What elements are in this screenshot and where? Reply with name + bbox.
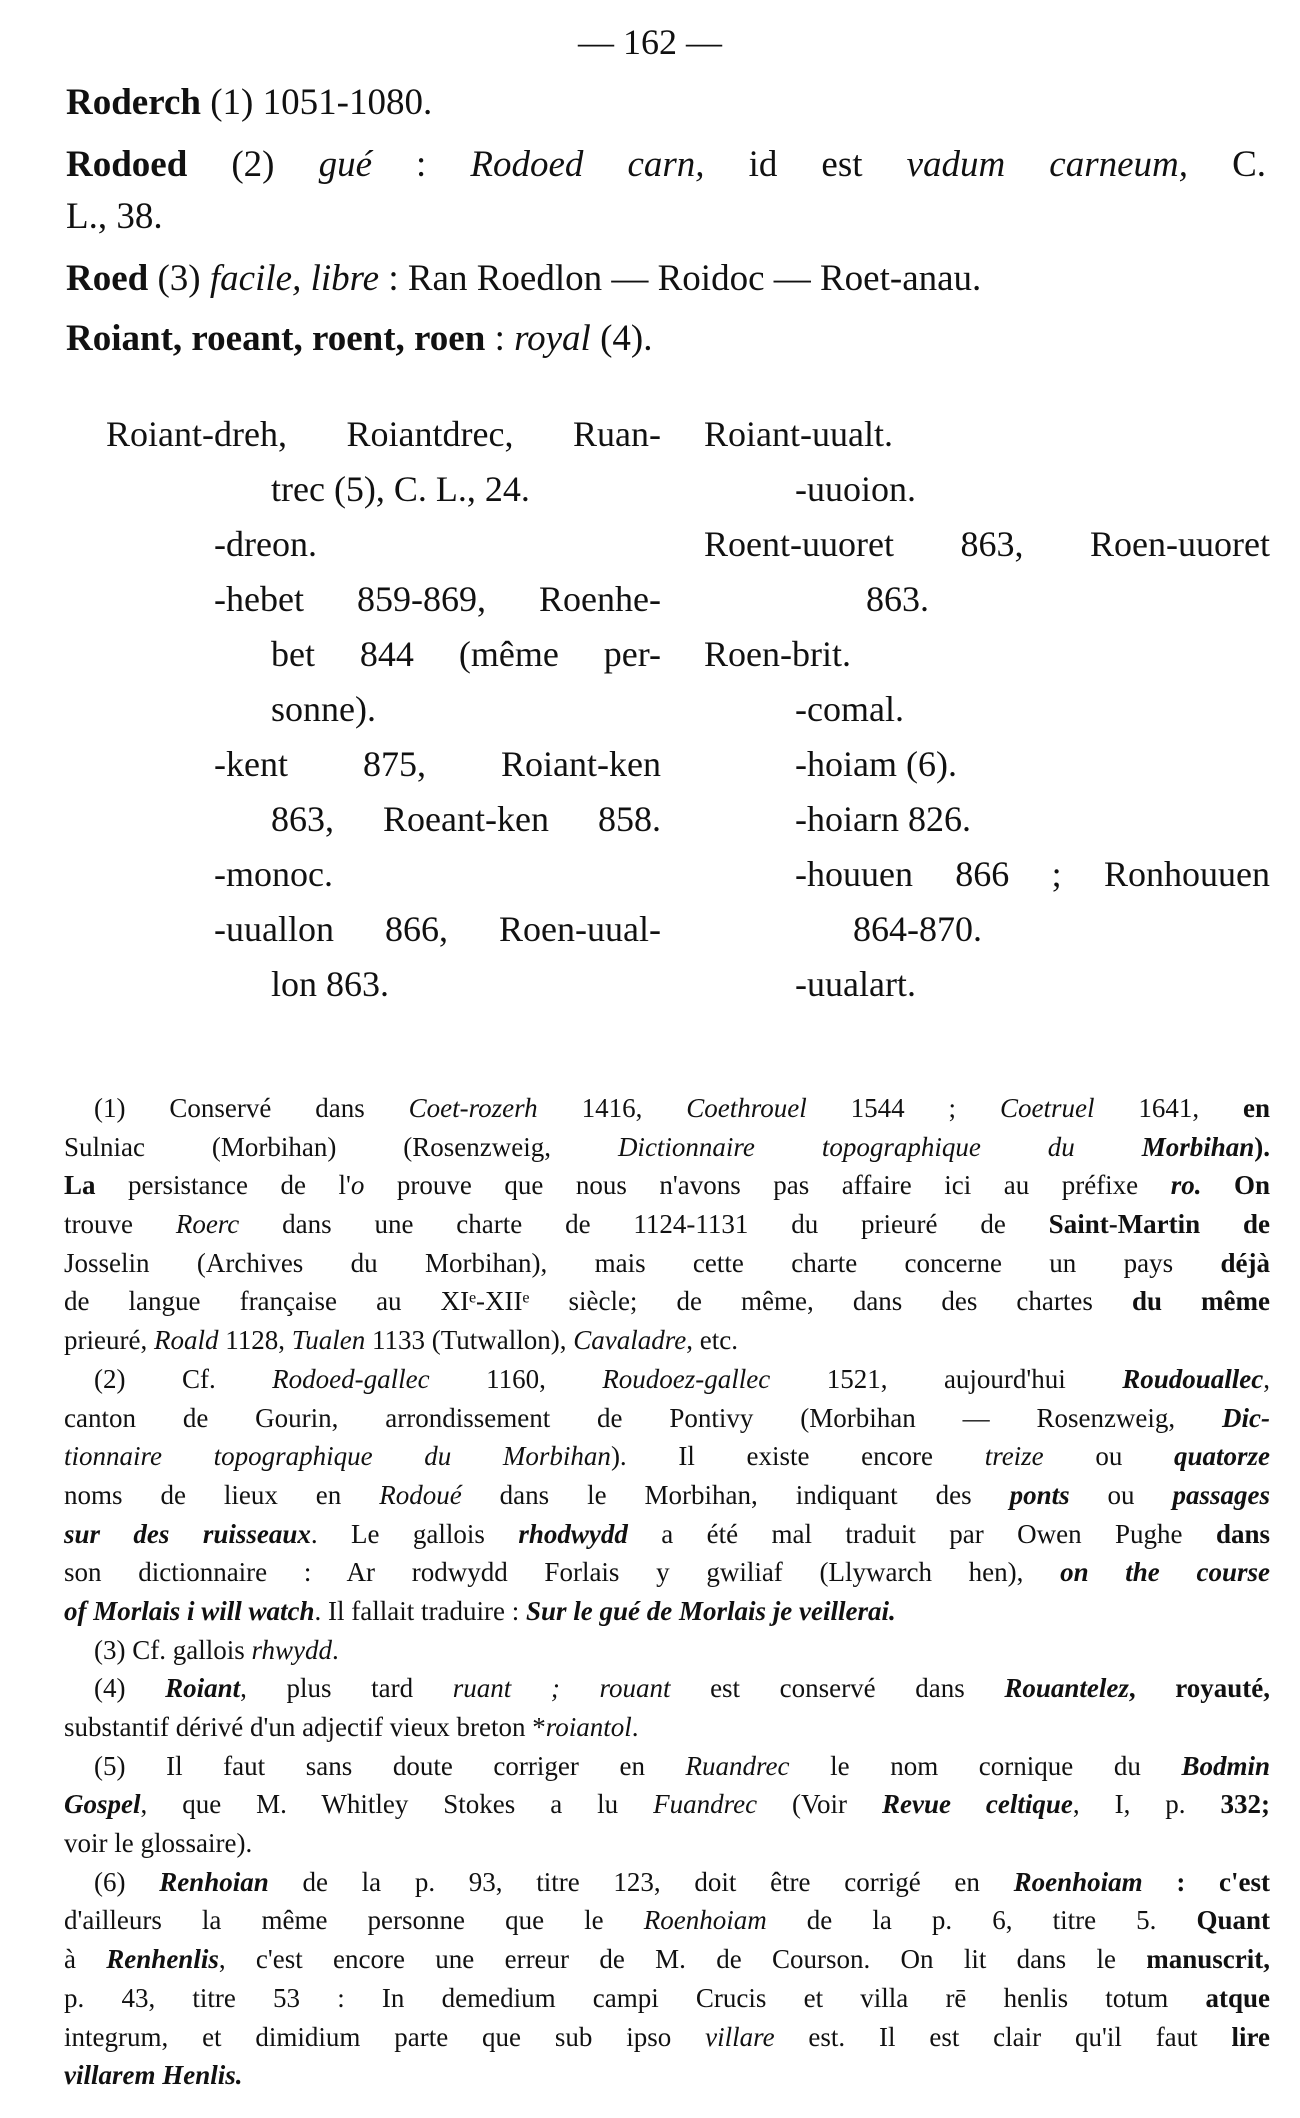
footnote-text: de la p. 93, titre 123, doit être corrigé en xyxy=(268,1866,1014,1897)
footnote-text: 1133 (Tutwallon), xyxy=(365,1325,574,1356)
emphasized-text: Dic- xyxy=(1222,1402,1270,1433)
gloss: gué xyxy=(318,144,372,185)
emphasized-text: Coetruel xyxy=(999,1093,1095,1123)
footnote-line xyxy=(64,1364,1270,1403)
entry-rodoed xyxy=(66,146,1266,183)
emphasized-text: sur des ruisseaux xyxy=(64,1518,311,1549)
footnote-line xyxy=(64,1286,1270,1325)
column-line: 863. xyxy=(866,579,929,619)
emphasized-text: rhwydd xyxy=(251,1634,332,1665)
footnote-line xyxy=(64,1944,1270,1983)
emphasized-text: 332; xyxy=(1220,1789,1270,1820)
entry-roiant xyxy=(66,320,652,357)
column-line: 864-870. xyxy=(853,909,982,949)
footnote-text: (1) Conservé dans xyxy=(94,1093,409,1123)
footnote-text: , que M. Whitley Stokes a lu xyxy=(140,1789,654,1820)
footnote-text: substantif dérivé d'un adjectif vieux breton * xyxy=(64,1712,546,1742)
emphasized-text: : c'est xyxy=(1142,1866,1270,1897)
entry-text: (4). xyxy=(590,318,653,359)
footnote-text: noms de lieux en xyxy=(64,1479,380,1510)
gloss: royal xyxy=(514,318,591,359)
emphasized-text: Renhenlis xyxy=(106,1944,219,1975)
footnote-4 xyxy=(64,1673,1270,1750)
footnote-text: , xyxy=(1263,1363,1271,1394)
footnote-text: . xyxy=(332,1634,339,1665)
emphasized-text: Rodoué xyxy=(379,1479,462,1510)
emphasized-text: Quant xyxy=(1196,1905,1270,1936)
footnote-text: 1521, aujourd'hui xyxy=(770,1363,1123,1394)
emphasized-text: Roenhoiam xyxy=(1013,1866,1143,1897)
footnote-text: (6) xyxy=(94,1866,160,1897)
emphasized-text: lire xyxy=(1231,2021,1270,2052)
footnote-line xyxy=(64,2060,1270,2099)
emphasized-text: Revue celtique xyxy=(881,1789,1073,1820)
footnote-text: (Voir xyxy=(757,1789,882,1820)
separator: : xyxy=(485,318,515,359)
column-line: -uualart. xyxy=(795,964,916,1004)
footnote-text: , etc. xyxy=(686,1325,738,1356)
emphasized-text: passages xyxy=(1172,1479,1270,1510)
emphasized-text: of Morlais i will watch xyxy=(64,1595,315,1626)
footnote-6 xyxy=(64,1867,1270,2099)
emphasized-text: roiantol xyxy=(545,1712,632,1742)
footnote-line xyxy=(64,1673,1270,1712)
column-line: -comal. xyxy=(795,689,904,729)
footnote-text: (5) Il faut sans doute corriger en xyxy=(94,1750,686,1781)
footnote-line xyxy=(64,1867,1270,1906)
entry-roderch xyxy=(66,84,432,121)
column-line: Roiant-dreh, Roiantdrec, Ruan- xyxy=(106,414,661,454)
column-line: sonne). xyxy=(271,689,376,729)
emphasized-text: ro. xyxy=(1170,1170,1202,1201)
emphasized-text: Ruandrec xyxy=(685,1750,790,1781)
entry-text: : Ran Roedlon — Roidoc — Roet-anau. xyxy=(379,258,982,299)
footnote-text: integrum, et dimidium parte que sub ipso xyxy=(64,2021,706,2052)
emphasized-text: Fuandrec xyxy=(653,1789,758,1820)
footnotes xyxy=(64,1093,1270,2099)
emphasized-text: quatorze xyxy=(1173,1441,1270,1472)
latin-gloss: vadum carneum, xyxy=(906,144,1189,185)
footnote-line xyxy=(64,2022,1270,2061)
emphasized-text: manuscrit, xyxy=(1146,1944,1271,1975)
column-line: Roen-brit. xyxy=(704,634,851,674)
emphasized-text: Morbihan xyxy=(1141,1131,1255,1162)
column-line: trec (5), C. L., 24. xyxy=(271,469,530,509)
emphasized-text: dans xyxy=(1215,1518,1270,1549)
column-line: bet 844 (même per- xyxy=(271,634,661,674)
footnote-text: (4) xyxy=(94,1673,166,1704)
footnote-line xyxy=(64,1751,1270,1790)
headword: Roderch xyxy=(66,82,201,123)
footnote-text: est. Il est clair qu'il faut xyxy=(774,2021,1232,2052)
footnote-text: . Il fallait traduire : xyxy=(314,1595,526,1626)
footnote-line xyxy=(64,1983,1270,2022)
footnote-text: dans une charte de 1124-1131 du prieuré de xyxy=(239,1209,1049,1240)
column-line: -uuoion. xyxy=(795,469,916,509)
emphasized-text: Rouantelez xyxy=(1004,1673,1129,1704)
separator: : xyxy=(372,144,471,185)
footnote-line xyxy=(64,1441,1270,1480)
emphasized-text: Coet-rozerh xyxy=(408,1093,538,1123)
footnote-text: ou xyxy=(1043,1441,1174,1472)
emphasized-text: Rodoed-gallec xyxy=(272,1363,430,1394)
footnote-text: 1128, xyxy=(218,1325,292,1356)
footnote-text: 1160, xyxy=(429,1363,603,1394)
emphasized-text: Roald xyxy=(153,1325,219,1356)
emphasized-text: treize xyxy=(984,1441,1044,1472)
emphasized-text: du même xyxy=(1131,1286,1270,1317)
emphasized-text: o xyxy=(350,1170,365,1201)
footnote-text: est conservé dans xyxy=(670,1673,1005,1704)
column-line: 863, Roeant-ken 858. xyxy=(271,799,661,839)
footnote-text: de la p. 6, titre 5. xyxy=(766,1905,1197,1936)
headword: Rodoed xyxy=(66,144,188,185)
footnote-line xyxy=(64,1480,1270,1519)
footnote-text: ). Il existe encore xyxy=(610,1441,985,1472)
emphasized-text: Saint-Martin de xyxy=(1048,1209,1271,1240)
example: Rodoed carn, xyxy=(470,144,705,185)
footnote-text: le nom cornique du xyxy=(789,1750,1182,1781)
footnote-5 xyxy=(64,1751,1270,1867)
footnote-text: (3) Cf. gallois xyxy=(94,1634,252,1665)
emphasized-text: Roiant xyxy=(165,1673,241,1704)
footnote-1 xyxy=(64,1093,1270,1364)
footnote-text: (2) Cf. xyxy=(94,1363,273,1394)
emphasized-text: déjà xyxy=(1220,1247,1270,1278)
emphasized-text: Sur le gué de Morlais je veillerai. xyxy=(525,1595,896,1626)
emphasized-text: Cavaladre xyxy=(573,1325,687,1356)
emphasized-text: en xyxy=(1243,1093,1271,1123)
emphasized-text: tionnaire topographique du Morbihan xyxy=(64,1441,611,1472)
footnote-text: dans le Morbihan, indiquant des xyxy=(461,1479,1010,1510)
column-line: lon 863. xyxy=(271,964,390,1004)
footnote-text: canton de Gourin, arrondissement de Pontivy (Morbihan — Rosenzweig, xyxy=(64,1402,1223,1433)
footnote-line xyxy=(64,1209,1270,1248)
emphasized-text: Roenhoiam xyxy=(643,1905,767,1936)
emphasized-text: Coethrouel xyxy=(686,1093,807,1123)
footnote-text: , c'est encore une erreur de M. de Courson. On lit dans le xyxy=(218,1944,1147,1975)
headword: Roed xyxy=(66,258,149,299)
emphasized-text: villarem Henlis. xyxy=(64,2060,243,2091)
emphasized-text: Tualen xyxy=(291,1325,366,1356)
emphasized-text: Gospel xyxy=(64,1789,141,1820)
emphasized-text: ponts xyxy=(1009,1479,1070,1510)
footnote-text: Josselin (Archives du Morbihan), mais cette charte concerne un pays xyxy=(64,1247,1221,1278)
footnote-line xyxy=(64,1712,1270,1751)
emphasized-text: Renhoian xyxy=(159,1866,269,1897)
footnote-line xyxy=(64,1557,1270,1596)
footnote-text: à xyxy=(64,1944,107,1975)
emphasized-text: Bodmin xyxy=(1181,1750,1270,1781)
footnote-line xyxy=(64,1635,1270,1674)
emphasized-text: On xyxy=(1201,1170,1270,1201)
entry-roed xyxy=(66,260,981,297)
column-line: -hoiam (6). xyxy=(795,744,957,784)
column-line: -hoiarn 826. xyxy=(795,799,971,839)
emphasized-text: Roudouallec xyxy=(1122,1363,1264,1394)
emphasized-text: atque xyxy=(1205,1982,1270,2013)
emphasized-text: Roudoez-gallec xyxy=(602,1363,771,1394)
footnote-text: a été mal traduit par Owen Pughe xyxy=(627,1518,1216,1549)
footnote-line xyxy=(64,1905,1270,1944)
footnote-text: voir le glossaire). xyxy=(64,1828,253,1859)
footnote-line xyxy=(64,1170,1270,1209)
footnote-line xyxy=(64,1248,1270,1287)
column-line: -uuallon 866, Roen-uual- xyxy=(214,909,661,949)
emphasized-text: Dictionnaire topographique du xyxy=(617,1131,1142,1162)
footnote-text: . xyxy=(631,1712,639,1742)
emphasized-text: ). xyxy=(1254,1131,1270,1162)
footnote-text: prieuré, xyxy=(64,1325,154,1356)
footnote-text: son dictionnaire : Ar rodwydd Forlais y gwiliaf (Llywarch hen), xyxy=(64,1557,1061,1588)
gloss: facile, libre xyxy=(209,258,380,299)
footnote-line xyxy=(64,1596,1270,1635)
entry-text: (1) 1051-1080. xyxy=(200,82,433,123)
column-line: -monoc. xyxy=(214,854,333,894)
column-line: Roiant-uualt. xyxy=(704,414,893,454)
footnote-text: de langue française au XIᵉ-XIIᵉ siècle; de même, dans des chartes xyxy=(64,1286,1132,1317)
column-line: Roent-uuoret 863, Roen-uuoret xyxy=(704,524,1270,564)
emphasized-text: villare xyxy=(705,2021,775,2052)
footnote-text: ou xyxy=(1069,1479,1173,1510)
emphasized-text: on the course xyxy=(1060,1557,1270,1588)
emphasized-text: , royauté, xyxy=(1128,1673,1270,1704)
emphasized-text: rhodwydd xyxy=(518,1518,628,1549)
emphasized-text: Roerc xyxy=(175,1209,240,1240)
entry-text: C. xyxy=(1188,144,1266,185)
column-line: -dreon. xyxy=(214,524,317,564)
page-number: — 162 — xyxy=(578,22,722,62)
column-line: -kent 875, Roiant-ken xyxy=(214,744,661,784)
footnote-text: Sulniac (Morbihan) (Rosenzweig, xyxy=(64,1131,618,1162)
emphasized-text: La xyxy=(64,1170,96,1201)
note-ref: (3) xyxy=(148,258,210,299)
emphasized-text: ruant ; rouant xyxy=(452,1673,671,1704)
footnote-text: , I, p. xyxy=(1072,1789,1221,1820)
footnote-line xyxy=(64,1093,1270,1132)
footnote-text: prouve que nous n'avons pas affaire ici au préfixe xyxy=(364,1170,1171,1201)
footnote-text: 1544 ; xyxy=(806,1093,1000,1123)
footnote-text: trouve xyxy=(64,1209,176,1240)
footnote-line xyxy=(64,1325,1270,1364)
footnote-line xyxy=(64,1828,1270,1867)
column-line: -houuen 866 ; Ronhouuen xyxy=(795,854,1270,894)
footnote-line xyxy=(64,1403,1270,1442)
footnote-text: d'ailleurs la même personne que le xyxy=(64,1905,644,1936)
entry-rodoed-line2: L., 38. xyxy=(66,196,163,237)
footnote-text: 1416, xyxy=(537,1093,687,1123)
footnote-text: 1641, xyxy=(1094,1093,1244,1123)
footnote-text: p. 43, titre 53 : In demedium campi Crucis et villa rē henlis totum xyxy=(64,1982,1206,2013)
footnote-text: persistance de l' xyxy=(95,1170,351,1201)
footnote-2 xyxy=(64,1364,1270,1635)
footnote-line xyxy=(64,1789,1270,1828)
note-ref: (2) xyxy=(187,144,319,185)
column-line: -hebet 859-869, Roenhe- xyxy=(214,579,661,619)
footnote-text: . Le gallois xyxy=(310,1518,519,1549)
footnote-text: , plus tard xyxy=(240,1673,453,1704)
headword: Roiant, roeant, roent, roen xyxy=(66,318,486,359)
footnote-line xyxy=(64,1519,1270,1558)
entry-text: id est xyxy=(704,144,907,185)
footnote-line xyxy=(64,1132,1270,1171)
footnote-3 xyxy=(64,1635,1270,1674)
